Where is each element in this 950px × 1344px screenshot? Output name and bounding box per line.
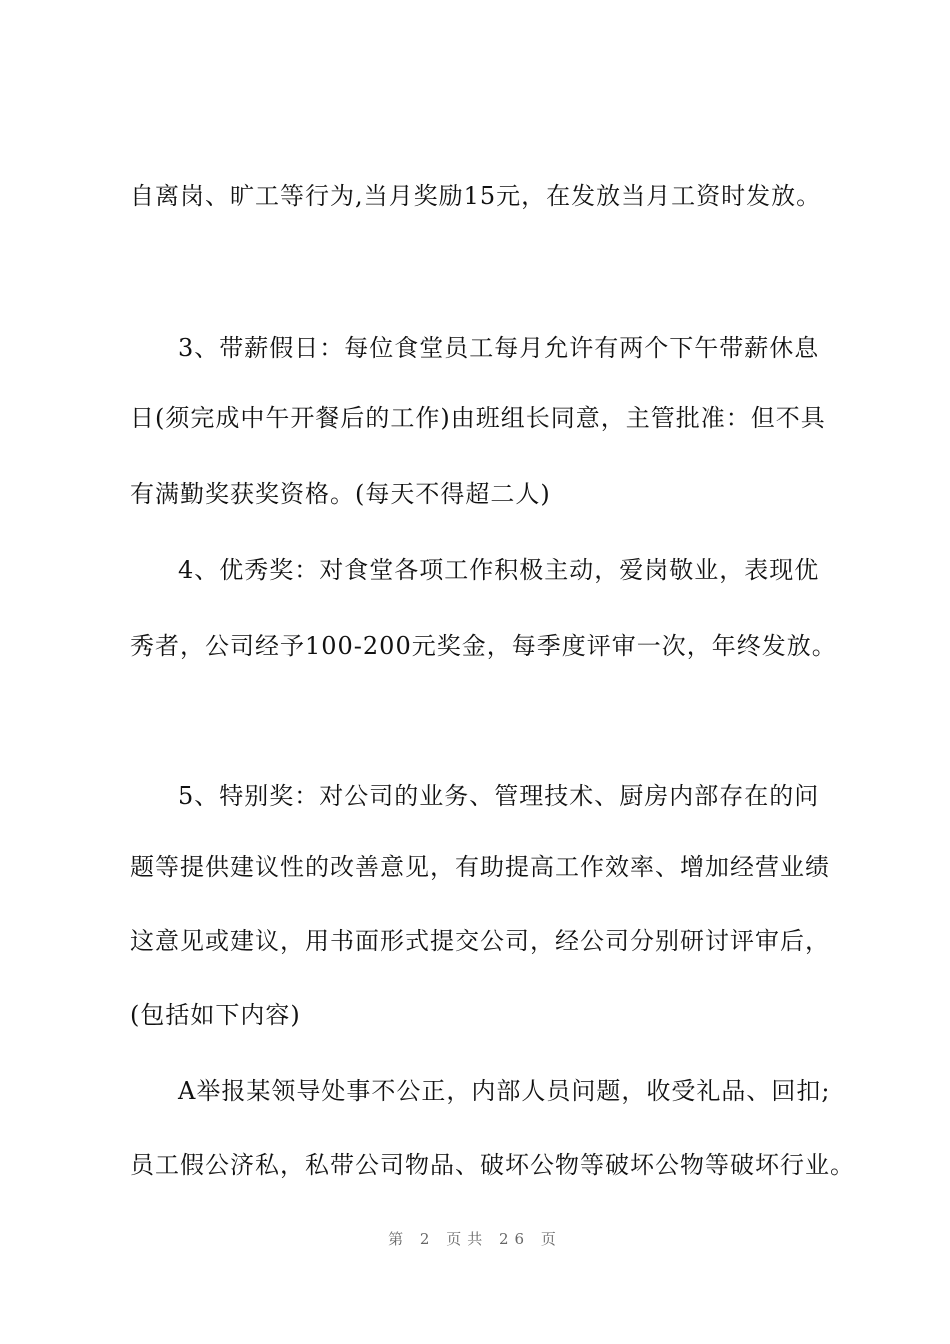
paragraph-line: 3、带薪假日：每位食堂员工每月允许有两个下午带薪休息: [178, 334, 820, 362]
paragraph-line: 员工假公济私，私带公司物品、破坏公物等破坏公物等破坏行业。: [130, 1151, 855, 1179]
paragraph-line: 5、特别奖：对公司的业务、管理技术、厨房内部存在的问: [178, 782, 820, 810]
paragraph-line: 日(须完成中午开餐后的工作)由班组长同意，主管批准：但不具: [130, 404, 826, 432]
paragraph-line: 自离岗、旷工等行为,当月奖励15元，在发放当月工资时发放。: [130, 182, 822, 210]
paragraph-line: 秀者，公司经予100-200元奖金，每季度评审一次，年终发放。: [130, 632, 837, 660]
paragraph-line: A举报某领导处事不公正，内部人员问题，收受礼品、回扣;: [178, 1077, 831, 1105]
paragraph-line: 有满勤奖获奖资格。(每天不得超二人): [130, 480, 551, 508]
page-number-footer: 第 2 页共 26 页: [388, 1230, 562, 1248]
paragraph-line: (包括如下内容): [130, 1001, 301, 1029]
paragraph-line: 题等提供建议性的改善意见，有助提高工作效率、增加经营业绩: [130, 853, 830, 881]
paragraph-line: 这意见或建议，用书面形式提交公司，经公司分别研讨评审后，: [130, 927, 830, 955]
paragraph-line: 4、优秀奖：对食堂各项工作积极主动，爱岗敬业，表现优: [178, 556, 820, 584]
